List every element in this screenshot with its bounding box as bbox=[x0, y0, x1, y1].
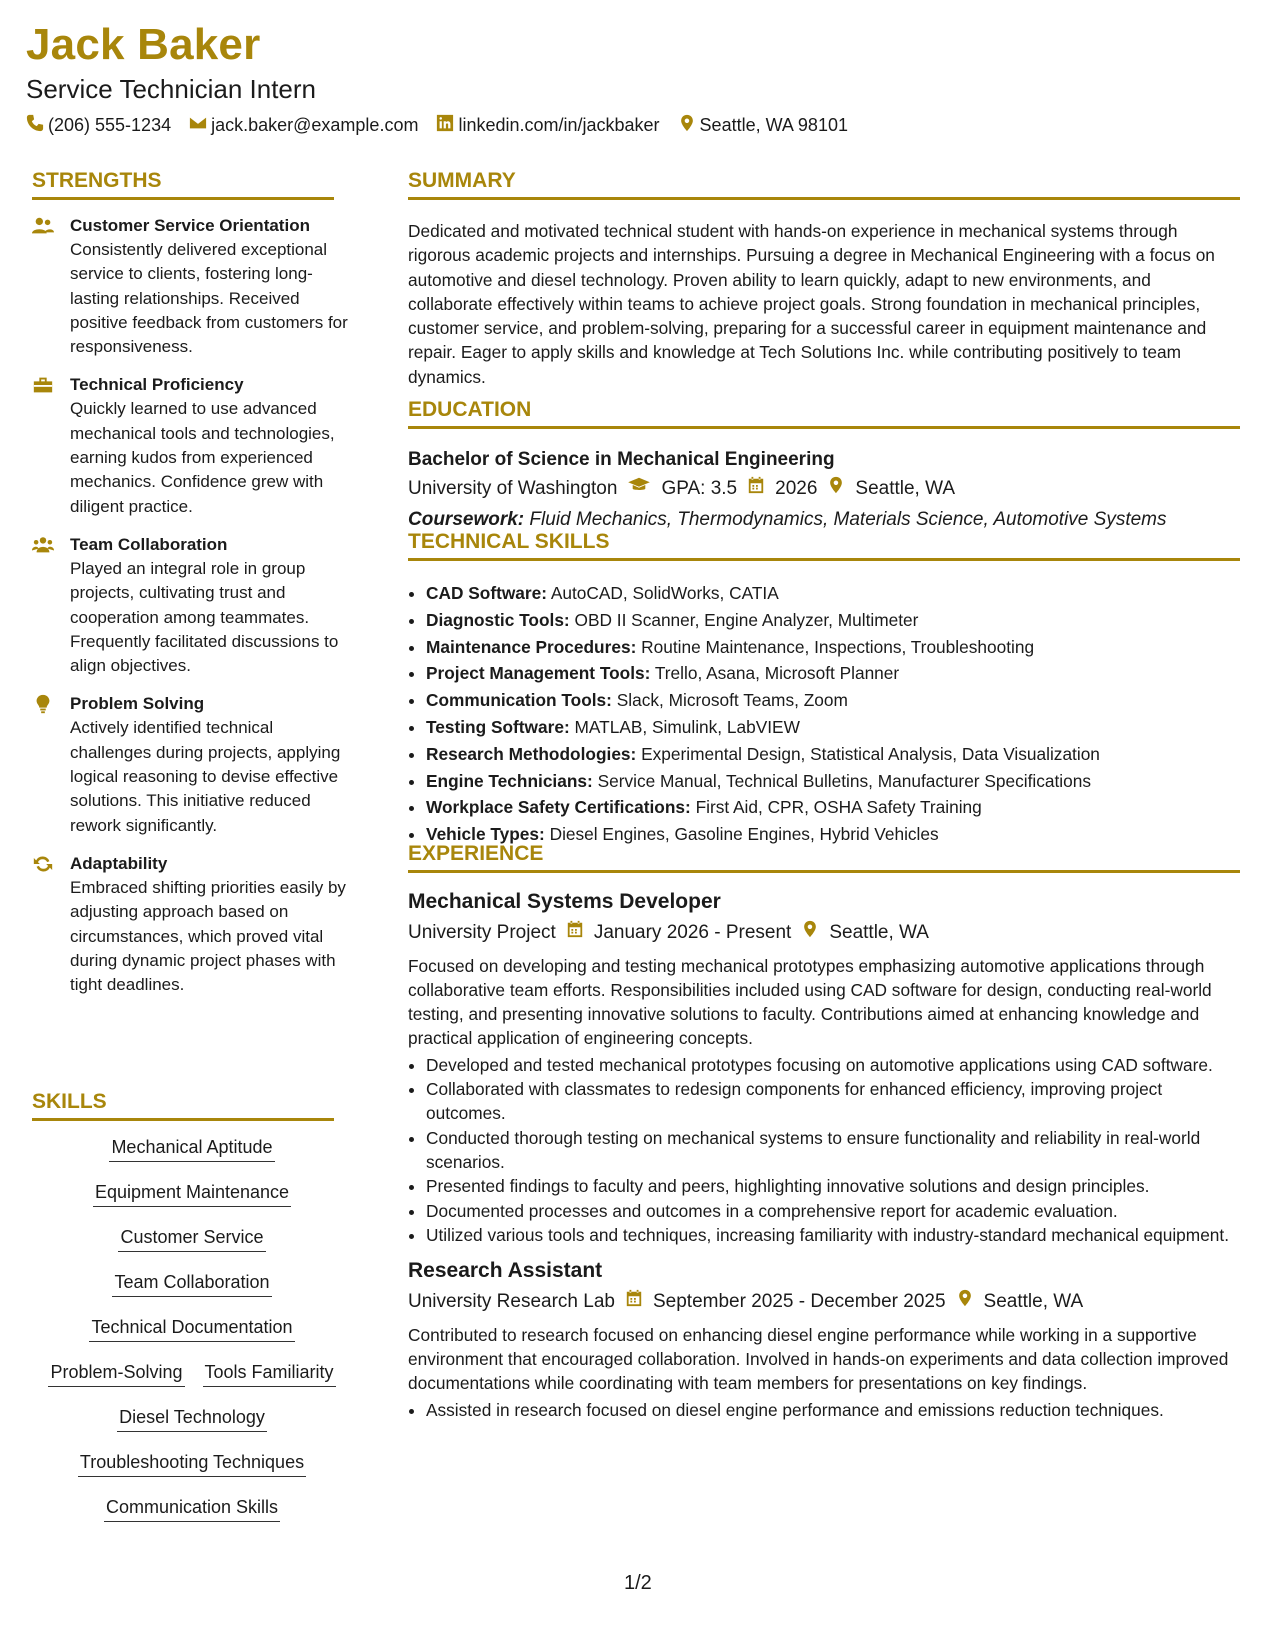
job-description: Contributed to research focused on enhancing diesel engine performance while working in a supportive environment that encouraged collaboration. Involved in hands-on experiments and data collection improved documentations while coordinating with team members for presentations on key findings. bbox=[408, 1324, 1229, 1394]
job-org: University Project bbox=[408, 921, 556, 943]
school-name: University of Washington bbox=[408, 477, 618, 499]
contact-linkedin[interactable] bbox=[436, 114, 659, 137]
skill-value: Service Manual, Technical Bulletins, Manufacturer Specifications bbox=[597, 770, 1091, 791]
linkedin-text: linkedin.com/in/jackbaker bbox=[458, 115, 660, 135]
skill-tag: Diesel Technology bbox=[117, 1405, 267, 1432]
skill-tag: Troubleshooting Techniques bbox=[78, 1450, 306, 1477]
experience-heading: EXPERIENCE bbox=[408, 842, 1240, 873]
contact-location bbox=[678, 114, 848, 137]
strength-desc: Embraced shifting priorities easily by adjusting approach based on circumstances, which proved vital during dynamic project phases with tight deadlines. bbox=[70, 877, 346, 995]
skill-value: First Aid, CPR, OSHA Safety Training bbox=[695, 797, 982, 818]
gpa-text: GPA: 3.5 bbox=[661, 477, 738, 499]
coursework-label: Coursework: bbox=[408, 508, 525, 530]
calendar-icon bbox=[625, 1289, 643, 1314]
skill-label: Diagnostic Tools: bbox=[426, 609, 570, 630]
job-location: Seattle, WA bbox=[829, 921, 929, 943]
graduation-cap-icon bbox=[627, 476, 651, 501]
strength-desc: Consistently delivered exceptional service to clients, fostering long-lasting relationships. Received positive feedback from customers for responsiveness. bbox=[70, 240, 348, 357]
calendar-icon bbox=[566, 920, 584, 945]
skill-tag: Communication Skills bbox=[104, 1495, 280, 1522]
strength-title: Technical Proficiency bbox=[70, 375, 244, 395]
summary-heading: SUMMARY bbox=[408, 169, 1240, 200]
job-entry bbox=[408, 890, 1240, 1247]
skill-label: Workplace Safety Certifications: bbox=[426, 797, 691, 818]
strength-title: Team Collaboration bbox=[70, 534, 228, 554]
technical-skills-heading: TECHNICAL SKILLS bbox=[408, 530, 1240, 561]
job-role: Service Technician Intern bbox=[26, 74, 317, 104]
education-heading: EDUCATION bbox=[408, 398, 1240, 429]
phone-icon bbox=[26, 114, 44, 137]
toolbox-icon bbox=[32, 375, 56, 395]
job-title: Research Assistant bbox=[408, 1259, 603, 1283]
skill-tag: Customer Service bbox=[118, 1225, 265, 1252]
skill-tag: Problem-Solving bbox=[48, 1360, 184, 1387]
email-text: jack.baker@example.com bbox=[211, 115, 419, 135]
strength-title: Adaptability bbox=[70, 853, 168, 873]
skill-value: Diesel Engines, Gasoline Engines, Hybrid Vehicles bbox=[549, 824, 939, 845]
skill-tag: Tools Familiarity bbox=[203, 1360, 336, 1387]
skill-tag: Mechanical Aptitude bbox=[109, 1135, 274, 1162]
job-description: Focused on developing and testing mechanical prototypes emphasizing automotive applications through collaborative team efforts. Responsibilities included using CAD software for design, conducting real-world testing, and presenting innovative solutions to faculty. Contributions aimed at enhancing knowledge and practical application of engineering concepts. bbox=[408, 955, 1212, 1049]
contact-phone[interactable] bbox=[26, 114, 171, 137]
job-title: Mechanical Systems Developer bbox=[408, 890, 721, 913]
education-meta bbox=[408, 476, 1240, 501]
job-location: Seattle, WA bbox=[983, 1290, 1084, 1312]
skill-value: AutoCAD, SolidWorks, CATIA bbox=[550, 583, 779, 603]
skill-value: Experimental Design, Statistical Analysis, Data Visualization bbox=[641, 743, 1100, 764]
skill-label: Testing Software: bbox=[426, 716, 570, 737]
job-entry bbox=[408, 1259, 1240, 1422]
list-item: • Developed and tested mechanical prototypes focusing on automotive applications using CAD software. bbox=[426, 1053, 1240, 1077]
strength-desc: Quickly learned to use advanced mechanical tools and technologies, earning kudos from experienced mechanics. Confidence grew with diligent practice. bbox=[70, 399, 335, 516]
job-dates: January 2026 - Present bbox=[593, 921, 792, 943]
skills-tag-cloud bbox=[32, 1135, 352, 1540]
users-icon bbox=[32, 216, 56, 236]
job-bullets bbox=[408, 1398, 1240, 1422]
strength-desc: Actively identified technical challenges during projects, applying logical reasoning to devise effective solutions. This initiative reduced rework significantly. bbox=[70, 718, 341, 835]
list-item: • Collaborated with classmates to redesign components for enhanced efficiency, improving project outcomes. bbox=[426, 1077, 1240, 1126]
team-icon bbox=[32, 535, 56, 555]
refresh-icon bbox=[32, 854, 56, 874]
skill-value: MATLAB, Simulink, LabVIEW bbox=[574, 716, 800, 737]
education-location: Seattle, WA bbox=[855, 477, 956, 499]
list-item bbox=[426, 634, 1240, 661]
strengths-list bbox=[32, 214, 350, 1011]
calendar-icon bbox=[747, 476, 765, 501]
map-pin-icon bbox=[956, 1289, 974, 1314]
strength-item bbox=[32, 373, 350, 518]
degree-title: Bachelor of Science in Mechanical Engineering bbox=[408, 449, 835, 470]
linkedin-icon bbox=[436, 114, 454, 137]
skill-tag: Technical Documentation bbox=[89, 1315, 294, 1342]
candidate-name: Jack Baker bbox=[26, 20, 261, 69]
map-pin-icon bbox=[827, 476, 845, 501]
list-item: • Documented processes and outcomes in a comprehensive report for academic evaluation. bbox=[426, 1199, 1240, 1223]
strengths-heading: STRENGTHS bbox=[32, 169, 334, 200]
technical-skills-list bbox=[408, 580, 1240, 848]
graduation-year: 2026 bbox=[775, 477, 818, 499]
job-meta bbox=[408, 1289, 1240, 1314]
location-text: Seattle, WA 98101 bbox=[699, 115, 848, 135]
job-bullets bbox=[408, 1053, 1240, 1247]
job-meta bbox=[408, 920, 1240, 945]
list-item bbox=[426, 580, 1240, 607]
skill-tag: Team Collaboration bbox=[112, 1270, 271, 1297]
skill-label: Maintenance Procedures: bbox=[426, 636, 637, 657]
job-org: University Research Lab bbox=[408, 1290, 615, 1312]
list-item bbox=[426, 768, 1240, 795]
strength-item bbox=[32, 852, 350, 997]
skills-heading: SKILLS bbox=[32, 1090, 334, 1121]
list-item bbox=[426, 741, 1240, 768]
coursework-line bbox=[408, 508, 1240, 532]
list-item bbox=[426, 714, 1240, 741]
map-pin-icon bbox=[801, 920, 819, 945]
coursework-list: Fluid Mechanics, Thermodynamics, Materials Science, Automotive Systems bbox=[529, 508, 1167, 530]
experience-block bbox=[408, 890, 1240, 1422]
skill-value: Slack, Microsoft Teams, Zoom bbox=[616, 690, 848, 711]
list-item bbox=[426, 794, 1240, 821]
strength-title: Customer Service Orientation bbox=[70, 216, 310, 235]
technical-skills-block bbox=[408, 580, 1240, 848]
list-item bbox=[426, 687, 1240, 714]
skill-label: Project Management Tools: bbox=[426, 663, 651, 684]
strength-title: Problem Solving bbox=[70, 694, 205, 714]
list-item: • Assisted in research focused on diesel engine performance and emissions reduction techniques. bbox=[426, 1398, 1240, 1422]
list-item: • Presented findings to faculty and peers, highlighting innovative solutions and design principles. bbox=[426, 1174, 1240, 1198]
skill-label: Research Methodologies: bbox=[426, 743, 637, 764]
skill-label: CAD Software: bbox=[426, 583, 547, 603]
lightbulb-icon bbox=[32, 694, 56, 714]
skill-value: OBD II Scanner, Engine Analyzer, Multimeter bbox=[574, 609, 919, 630]
skill-tag: Equipment Maintenance bbox=[93, 1180, 291, 1207]
contact-email[interactable] bbox=[189, 114, 418, 137]
list-item bbox=[426, 607, 1240, 634]
skill-value: Trello, Asana, Microsoft Planner bbox=[654, 663, 900, 684]
skill-value: Routine Maintenance, Inspections, Troubleshooting bbox=[641, 636, 1035, 657]
summary-text: Dedicated and motivated technical student with hands-on experience in mechanical systems through rigorous academic projects and internships. Pursuing a degree in Mechanical Engineering with a focus on automotive and diesel technology. Proven ability to learn quickly, adapt to new environments, and collaborate effectively within teams to achieve project goals. Strong foundation in mechanical principles, customer service, and problem-solving, preparing for a successful career in equipment maintenance and repair. Eager to apply skills and knowledge at Tech Solutions Inc. while contributing positively to team dynamics. bbox=[408, 221, 1215, 387]
strength-item bbox=[32, 214, 350, 359]
skill-label: Engine Technicians: bbox=[426, 770, 593, 791]
education-block bbox=[408, 448, 1240, 532]
strength-item bbox=[32, 533, 350, 678]
contact-row bbox=[26, 114, 848, 137]
list-item bbox=[426, 660, 1240, 687]
envelope-icon bbox=[189, 114, 207, 137]
skill-label: Vehicle Types: bbox=[426, 824, 545, 845]
map-pin-icon bbox=[678, 114, 696, 137]
phone-text: (206) 555-1234 bbox=[48, 115, 172, 135]
skill-label: Communication Tools: bbox=[426, 690, 612, 711]
strength-desc: Played an integral role in group projects, cultivating trust and cooperation among teammates. Frequently facilitated discussions to align objectives. bbox=[70, 558, 339, 676]
job-dates: September 2025 - December 2025 bbox=[652, 1290, 946, 1312]
strength-item bbox=[32, 692, 350, 837]
list-item: • Conducted thorough testing on mechanical systems to ensure functionality and reliability in real-world scenarios. bbox=[426, 1126, 1240, 1175]
list-item: • Utilized various tools and techniques, increasing familiarity with industry-standard mechanical equipment. bbox=[426, 1223, 1240, 1247]
page-number: 1/2 bbox=[624, 1572, 652, 1594]
